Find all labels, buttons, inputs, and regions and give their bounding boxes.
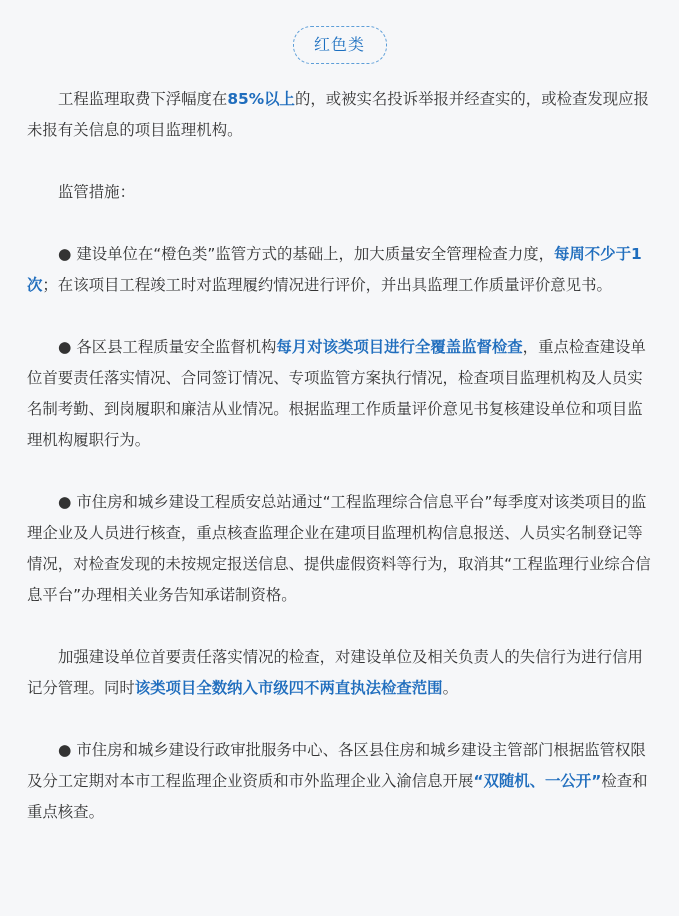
document-body <box>27 84 655 828</box>
text-run: ● 建设单位在“橙色类”监管方式的基础上，加大质量安全管理检查力度， <box>58 245 554 263</box>
text-run: ；在该项目工程竣工时对监理履约情况进行评价，并出具监理工作质量评价意见书。 <box>42 276 612 294</box>
text-run: 。 <box>442 679 458 697</box>
text-run: 工程监理取费下浮幅度在 <box>58 90 228 108</box>
text-run: 检查和重点核查。 <box>27 772 648 821</box>
highlight-text: 该类项目全数纳入市级四不两直执法检查范围 <box>134 679 443 697</box>
paragraph-measures-heading <box>27 177 655 208</box>
paragraph-bullet-approval-center <box>27 735 655 828</box>
paragraph-spacer <box>27 611 655 642</box>
badge-container <box>0 26 679 64</box>
highlight-text: 每周不少于1次 <box>27 245 642 294</box>
paragraph-spacer <box>27 704 655 735</box>
paragraph-bullet-construction-unit <box>27 239 655 301</box>
highlight-text: “双随机、一公开” <box>473 772 602 790</box>
highlight-text: 85%以上 <box>227 90 295 108</box>
paragraph-criteria <box>27 84 655 146</box>
text-run: ● 市住房和城乡建设行政审批服务中心、各区县住房和城乡建设主管部门根据监管权限及分工定期对本市工程监理企业资质和市外监理企业入渝信息开展 <box>27 741 646 790</box>
paragraph-spacer <box>27 208 655 239</box>
category-badge: 红色类 <box>293 26 387 64</box>
text-run: ，重点检查建设单位首要责任落实情况、合同签订情况、专项监管方案执行情况，检查项目监理机构及人员实名制考勤、到岗履职和廉洁从业情况。根据监理工作质量评价意见书复核建设单位和项目监理机构履职行为。 <box>27 338 646 449</box>
text-run: 加强建设单位首要责任落实情况的检查，对建设单位及相关负责人的失信行为进行信用记分管理。同时 <box>27 648 643 697</box>
paragraph-strengthen-inspection <box>27 642 655 704</box>
paragraph-bullet-district-supervision <box>27 332 655 456</box>
paragraph-spacer <box>27 146 655 177</box>
text-run: 监管措施： <box>58 183 135 201</box>
highlight-text: 每月对该类项目进行全覆盖监督检查 <box>276 338 523 356</box>
text-run: ● 各区县工程质量安全监督机构 <box>58 338 277 356</box>
text-run: 的，或被实名投诉举报并经查实的，或检查发现应报未报有关信息的项目监理机构。 <box>27 90 649 139</box>
paragraph-bullet-city-station <box>27 487 655 611</box>
paragraph-spacer <box>27 301 655 332</box>
text-run: ● 市住房和城乡建设工程质安总站通过“工程监理综合信息平台”每季度对该类项目的监理企业及人员进行核查，重点核查监理企业在建项目监理机构信息报送、人员实名制登记等情况，对检查发现的未按规定报送信息、提供虚假资料等行为，取消其“工程监理行业综合信息平台”办理相关业务告知承诺制资格。 <box>27 493 651 604</box>
paragraph-spacer <box>27 456 655 487</box>
